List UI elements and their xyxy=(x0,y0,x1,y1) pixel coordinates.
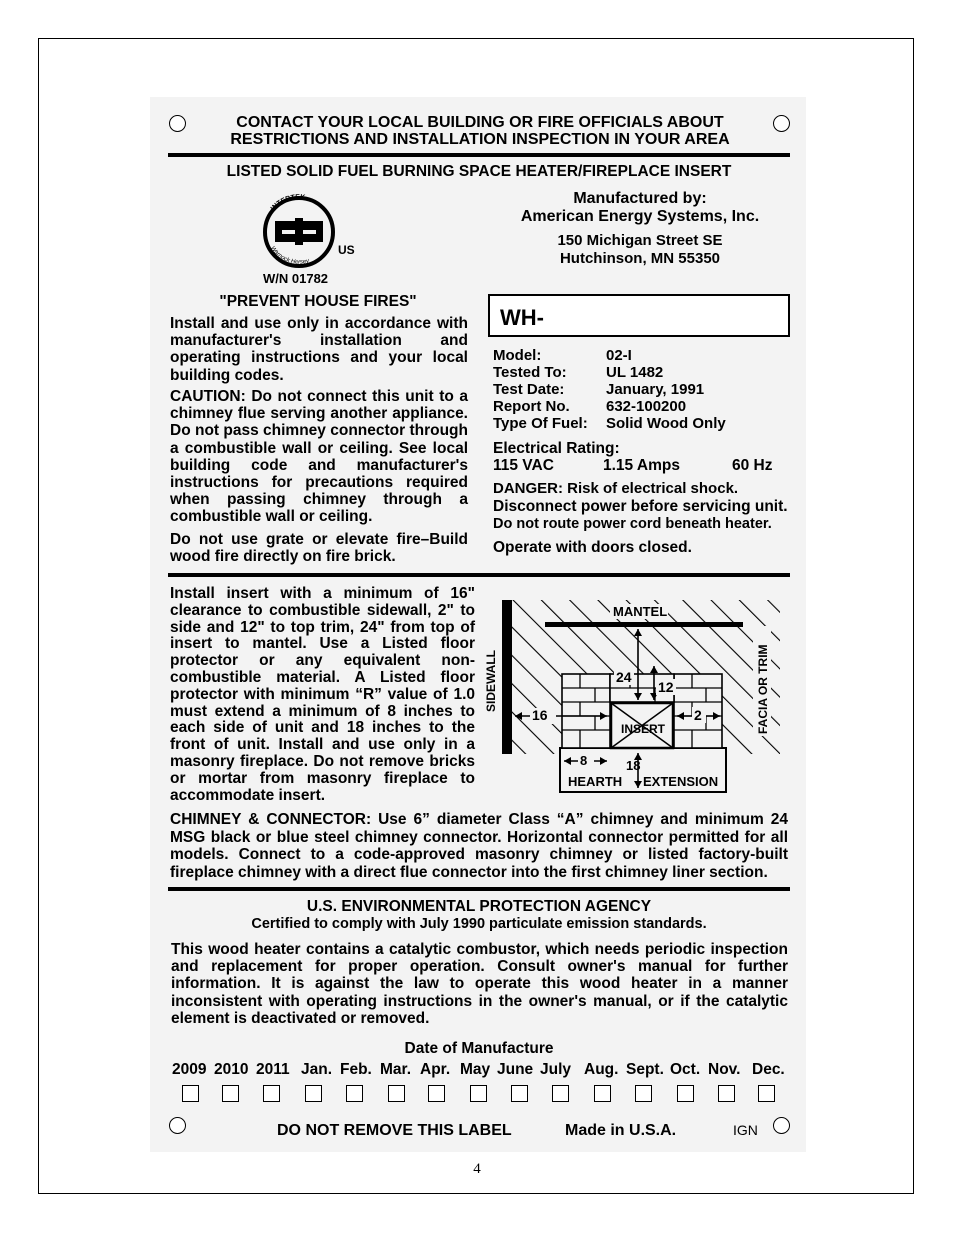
diagram-insert-label: INSERT xyxy=(621,722,666,736)
manufacture-date-checkbox[interactable] xyxy=(594,1085,611,1102)
manufacture-date-title: Date of Manufacture xyxy=(404,1040,554,1057)
manufacture-date-label: Mar. xyxy=(380,1061,412,1078)
manufacture-date-checkbox[interactable] xyxy=(511,1085,528,1102)
manufacture-date-label: Jan. xyxy=(301,1061,333,1078)
epa-subtitle: Certified to comply with July 1990 particulate emission standards. xyxy=(251,916,707,932)
manufacture-date-label: 2010 xyxy=(214,1061,249,1078)
dim-sidewall-16: 16 xyxy=(532,707,548,723)
divider-middle xyxy=(168,573,790,577)
diagram-sidewall-label: SIDEWALL xyxy=(484,650,498,712)
spec-tested-value: UL 1482 xyxy=(606,364,664,381)
header-line-1: CONTACT YOUR LOCAL BUILDING OR FIRE OFFICIALS ABOUT xyxy=(236,114,724,131)
manufacture-date-label: Nov. xyxy=(708,1061,741,1078)
manufacture-date-checkbox[interactable] xyxy=(428,1085,445,1102)
logo-country: US xyxy=(338,243,355,257)
warning-paragraph-3: Do not use grate or elevate fire–Build wood fire directly on fire brick. xyxy=(170,531,468,566)
manufacture-date-checkbox[interactable] xyxy=(552,1085,569,1102)
spec-model-label: Model: xyxy=(493,347,542,364)
divider-top xyxy=(168,153,790,157)
manufacture-date-checkbox[interactable] xyxy=(182,1085,199,1102)
warning-paragraph-2: CAUTION: Do not connect this unit to a chimney flue serving another appliance. Do not pass chimney connector through a combustible wall or ceiling. See local building code and manufacturer's instructions for precautions required when passing chimney through a combustible wall or ceiling. xyxy=(170,388,468,526)
logo-top-text: INTERTEK xyxy=(269,193,306,213)
diagram-mantel-label: MANTEL xyxy=(613,604,668,619)
manufacture-date-label: Feb. xyxy=(340,1061,372,1078)
diagram-hearth-label: HEARTH xyxy=(568,774,623,789)
manufacture-date-checkbox[interactable] xyxy=(305,1085,322,1102)
manufacture-date-checkbox[interactable] xyxy=(677,1085,694,1102)
dim-hearth-side-8: 8 xyxy=(580,753,588,768)
spec-hz: 60 Hz xyxy=(732,457,773,474)
manufacture-date-label: Sept. xyxy=(626,1061,664,1078)
manufacture-date-label: Apr. xyxy=(420,1061,451,1078)
warning-paragraph-1: Install and use only in accordance with manufacturer's installation and operating instructions and your local building codes. xyxy=(170,315,468,384)
do-not-remove-label: DO NOT REMOVE THIS LABEL xyxy=(277,1122,512,1139)
manufacture-date-label: 2009 xyxy=(172,1061,207,1078)
manufacture-date-label: June xyxy=(497,1061,534,1078)
spec-date-label: Test Date: xyxy=(493,381,565,398)
dim-mantel-24: 24 xyxy=(616,669,632,685)
manufacture-date-checkbox[interactable] xyxy=(388,1085,405,1102)
danger-line-2: Disconnect power before servicing unit. xyxy=(493,498,788,515)
manufacture-date-checkbox[interactable] xyxy=(222,1085,239,1102)
model-prefix: WH- xyxy=(500,305,544,330)
mounting-hole-bottom-right xyxy=(773,1117,790,1134)
dim-hearth-front-18: 18 xyxy=(626,758,641,773)
made-in-usa: Made in U.S.A. xyxy=(565,1122,677,1139)
doors-closed: Operate with doors closed. xyxy=(493,539,692,556)
manufacture-date-checkbox[interactable] xyxy=(470,1085,487,1102)
listing-title: LISTED SOLID FUEL BURNING SPACE HEATER/FIREPLACE INSERT xyxy=(226,163,732,180)
prevent-title: "PREVENT HOUSE FIRES" xyxy=(219,293,417,310)
clearance-instructions: Install insert with a minimum of 16" clearance to combustible sidewall, 2" to side and 12" to top trim, 24" from top of insert to mantel. Use a Listed floor protector or any equivalent non-combustible material. A Listed floor protector with minimum “R” value of 1.0 must extend a minimum of 8 inches to each side of unit and 18 inches to the front of unit. Install and use only in a masonry fireplace. Do not remove bricks or mortar from masonry fireplace to accommodate insert. xyxy=(170,585,475,804)
epa-body: This wood heater contains a catalytic combustor, which needs periodic inspection and replacement for proper operation. Consult owner's manual for further information. It is against the law to operate this wood heater in a manner inconsistent with operating instructions in the owner's manual, or if the catalytic element is deactivated or removed. xyxy=(171,941,788,1027)
manufacturer-label: Manufactured by: xyxy=(573,190,707,207)
spec-amps: 1.15 Amps xyxy=(603,457,680,474)
spec-volts: 115 VAC xyxy=(493,457,554,474)
manufacture-date-label: Aug. xyxy=(584,1061,619,1078)
manufacture-date-label: Dec. xyxy=(752,1061,785,1078)
wn-number: W/N 01782 xyxy=(263,271,329,286)
manufacture-date-checkbox[interactable] xyxy=(718,1085,735,1102)
manufacture-date-label: Oct. xyxy=(670,1061,701,1078)
warnock-hersey-logo xyxy=(252,190,372,268)
spec-fuel-value: Solid Wood Only xyxy=(606,415,726,432)
model-number-box xyxy=(488,294,790,337)
header-line-2: RESTRICTIONS AND INSTALLATION INSPECTION IN YOUR AREA xyxy=(230,131,730,148)
danger-line-3: Do not route power cord beneath heater. xyxy=(493,516,772,532)
dim-side-2: 2 xyxy=(694,707,702,723)
page-number: 4 xyxy=(473,1161,481,1177)
mounting-hole-top-right xyxy=(773,115,790,132)
divider-lower xyxy=(168,887,790,891)
spec-electrical-label: Electrical Rating: xyxy=(493,440,620,457)
chimney-connector-text: CHIMNEY & CONNECTOR: Use 6” diameter Class “A” chimney and minimum 24 MSG black or blue steel chimney connector. Horizontal connector permitted for all models. Connect to a code-approved masonry chimney or listed factory-built fireplace chimney with a direct flue connector into the first chimney liner section. xyxy=(170,811,788,881)
spec-report-value: 632-100200 xyxy=(606,398,687,415)
danger-line-1: DANGER: Risk of electrical shock. xyxy=(493,480,739,497)
manufacture-date-checkbox[interactable] xyxy=(758,1085,775,1102)
clearance-diagram xyxy=(480,596,788,796)
diagram-facia-label: FACIA OR TRIM xyxy=(756,644,770,734)
spec-tested-label: Tested To: xyxy=(493,364,567,381)
manufacture-date-label: 2011 xyxy=(256,1061,290,1078)
manufacturer-street: 150 Michigan Street SE xyxy=(557,232,723,249)
epa-title: U.S. ENVIRONMENTAL PROTECTION AGENCY xyxy=(306,898,652,915)
manufacture-date-checkbox[interactable] xyxy=(635,1085,652,1102)
manufacture-date-label: May xyxy=(460,1061,491,1078)
mounting-hole-bottom-left xyxy=(169,1117,186,1134)
manufacture-date-checkbox[interactable] xyxy=(263,1085,280,1102)
diagram-extension-label: EXTENSION xyxy=(643,774,719,789)
label-code: IGN xyxy=(733,1122,758,1138)
spec-fuel-label: Type Of Fuel: xyxy=(493,415,588,432)
mounting-hole-top-left xyxy=(169,115,186,132)
logo-bottom-text: Warnock Hersey xyxy=(269,245,310,266)
spec-report-label: Report No. xyxy=(493,398,570,415)
dim-trim-12: 12 xyxy=(658,679,674,695)
manufacture-date-checkbox[interactable] xyxy=(346,1085,363,1102)
manufacturer-name: American Energy Systems, Inc. xyxy=(520,208,760,225)
manufacturer-city: Hutchinson, MN 55350 xyxy=(559,250,721,267)
spec-date-value: January, 1991 xyxy=(606,381,705,398)
spec-model-value: 02-I xyxy=(606,347,632,364)
manufacture-date-label: July xyxy=(540,1061,572,1078)
